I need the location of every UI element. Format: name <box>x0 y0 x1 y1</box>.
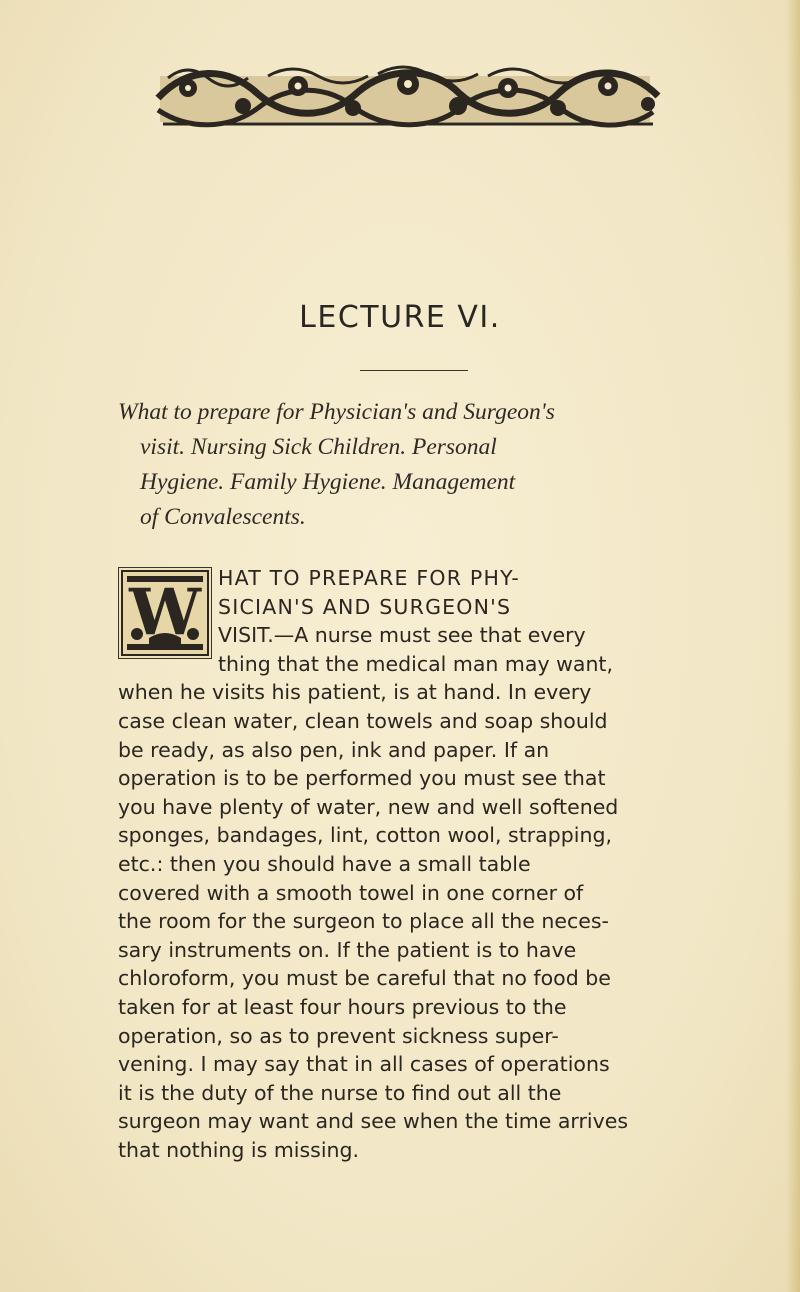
text-line: sponges, bandages, lint, cotton wool, strapping, <box>118 823 612 848</box>
summary-line: Hygiene. Family Hygiene. Management <box>140 469 516 495</box>
text-line: be ready, as also pen, ink and paper. If an <box>118 737 550 762</box>
opening-line: VISIT.—A nurse must see that every <box>218 623 586 648</box>
text-line: surgeon may want and see when the time arrives <box>118 1109 629 1134</box>
page-edge-shadow <box>786 0 800 1292</box>
lecture-heading: LECTURE VI. <box>299 300 501 335</box>
text-line: vening. I may say that in all cases of operations <box>118 1052 610 1077</box>
text-line: covered with a smooth towel in one corner of <box>118 880 584 905</box>
text-line: sary instruments on. If the patient is to have <box>118 937 577 962</box>
summary-line: visit. Nursing Sick Children. Personal <box>140 434 497 460</box>
text-line: etc.: then you should have a small table <box>118 851 531 876</box>
text-line: it is the duty of the nurse to find out all the <box>118 1080 562 1105</box>
summary-line: What to prepare for Physician's and Surgeon's <box>118 399 555 425</box>
text-line: you have plenty of water, new and well softened <box>118 794 619 819</box>
text-line: when he visits his patient, is at hand. In every <box>118 680 592 705</box>
ornamental-headpiece-icon <box>148 58 670 134</box>
text-line: case clean water, clean towels and soap should <box>118 708 608 733</box>
heading-rule <box>360 370 468 371</box>
drop-cap-letter: W <box>129 575 201 650</box>
text-line: operation is to be performed you must see that <box>118 766 606 791</box>
opening-line: HAT TO PREPARE FOR PHY- <box>218 566 520 590</box>
body-paragraph <box>118 564 723 1164</box>
chapter-summary <box>118 395 718 535</box>
text-line: chloroform, you must be careful that no food be <box>118 966 611 991</box>
text-line: that nothing is missing. <box>118 1137 360 1162</box>
opening-line: thing that the medical man may want, <box>218 651 613 676</box>
text-line: operation, so as to prevent sickness super- <box>118 1023 559 1048</box>
text-line: taken for at least four hours previous to the <box>118 994 567 1019</box>
summary-line: of Convalescents. <box>140 504 306 530</box>
text-line: the room for the surgeon to place all the neces- <box>118 909 609 934</box>
opening-line: SICIAN'S AND SURGEON'S <box>218 594 512 619</box>
